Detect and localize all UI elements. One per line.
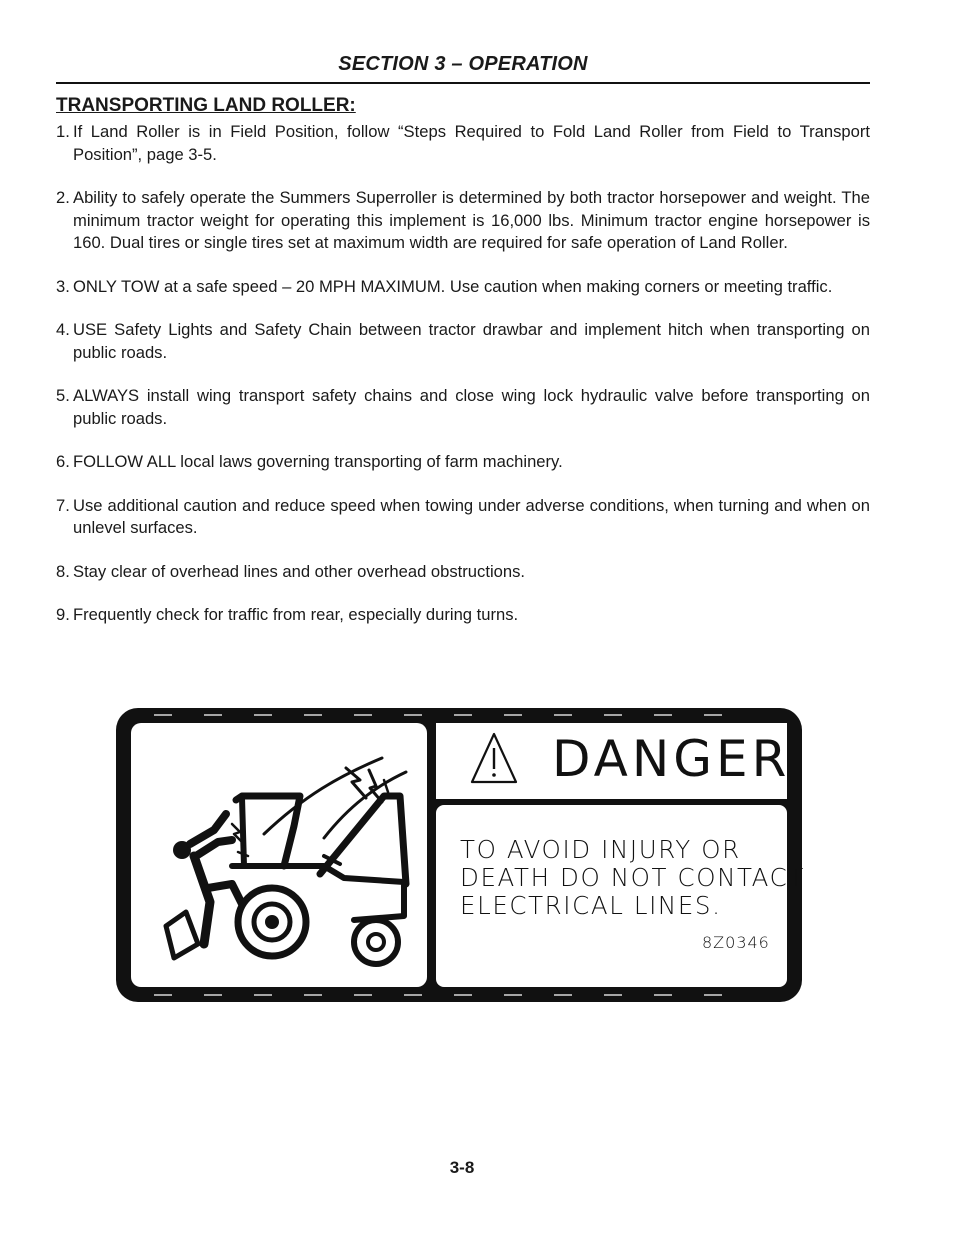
- warning-message: [460, 836, 805, 920]
- step-text: ALWAYS install wing transport safety chains and close wing lock hydraulic valve before transporting on public roads.: [73, 386, 870, 428]
- list-item: [56, 495, 870, 540]
- step-text: Stay clear of overhead lines and other overhead obstructions.: [73, 561, 525, 581]
- step-number: 3.: [56, 276, 70, 296]
- step-number: 2.: [56, 188, 70, 207]
- step-number: 7.: [56, 495, 70, 515]
- step-text: If Land Roller is in Field Position, follow “Steps Required to Fold Land Roller from Field to Transport Position”, page 3-5.: [73, 122, 870, 164]
- list-item: [56, 385, 870, 430]
- list-item: [56, 121, 870, 166]
- step-text: Frequently check for traffic from rear, especially during turns.: [73, 605, 519, 624]
- section-title: SECTION 3 – OPERATION: [338, 53, 588, 75]
- step-number: 6.: [56, 452, 70, 471]
- step-number: 9.: [56, 605, 70, 624]
- warning-line: DEATH DO NOT CONTACT: [460, 863, 805, 892]
- warning-line: ELECTRICAL LINES.: [460, 891, 722, 920]
- decal-part-number: 8Z0346: [702, 933, 770, 952]
- warning-line: TO AVOID INJURY OR: [460, 835, 741, 864]
- page-number: 3-8: [449, 1158, 475, 1177]
- transport-steps-list: [56, 121, 870, 648]
- list-item: [56, 187, 870, 255]
- step-number: 4.: [56, 320, 70, 339]
- step-number: 8.: [56, 561, 70, 581]
- step-number: 1.: [56, 122, 70, 141]
- step-text: ONLY TOW at a safe speed – 20 MPH MAXIMUM. Use caution when making corners or meeting traffic.: [73, 276, 833, 296]
- step-text: FOLLOW ALL local laws governing transporting of farm machinery.: [73, 452, 563, 471]
- list-item: [56, 451, 870, 474]
- section-heading: TRANSPORTING LAND ROLLER:: [56, 95, 356, 116]
- step-number: 5.: [56, 386, 70, 405]
- step-text: Use additional caution and reduce speed when towing under adverse conditions, when turning and when on unlevel surfaces.: [73, 495, 870, 537]
- signal-word: DANGER: [552, 730, 791, 788]
- danger-decal: [114, 706, 804, 1004]
- step-text: Ability to safely operate the Summers Superroller is determined by both tractor horsepower and weight. The minimum tractor weight for operating this implement is 16,000 lbs. Minimum tractor engine horsepower is 160. Dual tires or single tires set at maximum width are required for safe operation of Land Roller.: [73, 188, 870, 252]
- list-item: [56, 276, 870, 299]
- list-item: [56, 319, 870, 364]
- list-item: [56, 561, 870, 584]
- list-item: [56, 604, 870, 627]
- header-divider: [56, 82, 870, 84]
- step-text: USE Safety Lights and Safety Chain between tractor drawbar and implement hitch when transporting on public roads.: [73, 320, 870, 362]
